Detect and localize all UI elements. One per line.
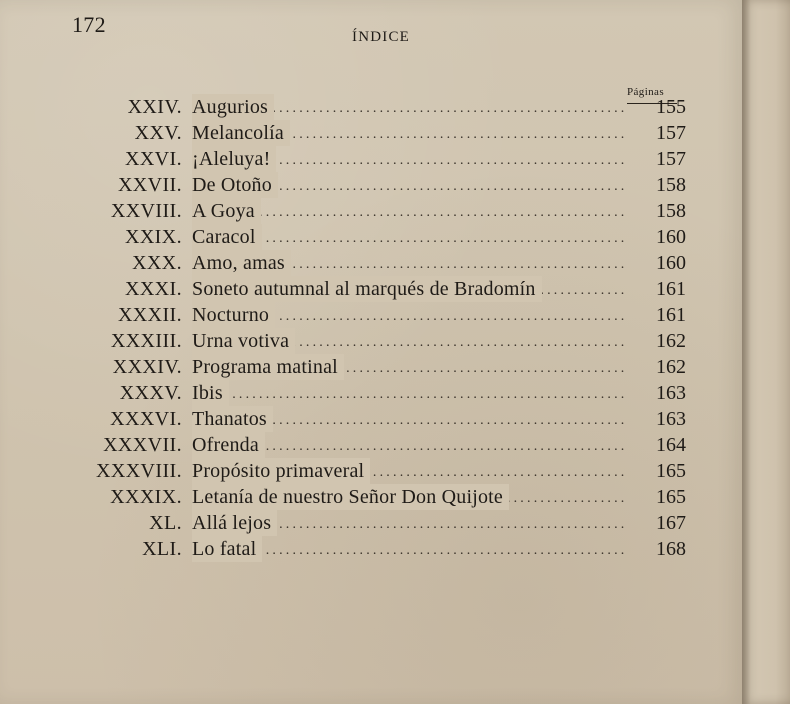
entry-numeral: XXIX. xyxy=(125,226,182,248)
toc-entry-xxxvi xyxy=(0,406,742,432)
toc-entry-xxxix xyxy=(0,484,742,510)
toc-entry-xxx xyxy=(0,250,742,276)
entry-page: 163 xyxy=(656,408,686,430)
next-page-edge xyxy=(742,0,790,704)
entry-page: 164 xyxy=(656,434,686,456)
toc-entry-xli xyxy=(0,536,742,562)
toc-entry-xxvi xyxy=(0,146,742,172)
toc-entry-xxxiii xyxy=(0,328,742,354)
entry-page: 163 xyxy=(656,382,686,404)
entry-numeral: XLI. xyxy=(142,538,182,560)
entry-numeral: XL. xyxy=(149,512,182,534)
entry-numeral: XXXIX. xyxy=(110,486,182,508)
toc-entry-xxxii xyxy=(0,302,742,328)
toc-entry-xxxviii xyxy=(0,458,742,484)
entry-page: 162 xyxy=(656,356,686,378)
entry-numeral: XXXIV. xyxy=(112,356,182,378)
entry-title: Letanía de nuestro Señor Don Quijote xyxy=(192,484,509,510)
entry-numeral: XXXVIII. xyxy=(96,460,182,482)
toc-entry-xl xyxy=(0,510,742,536)
entry-page: 160 xyxy=(656,252,686,274)
entry-page: 160 xyxy=(656,226,686,248)
toc-entry-xxix xyxy=(0,224,742,250)
pages-column-label: Páginas xyxy=(627,86,665,98)
entry-numeral: XXXVI. xyxy=(110,408,182,430)
entry-page: 168 xyxy=(656,538,686,560)
entry-title: Ofrenda xyxy=(192,432,265,458)
entry-numeral: XXXI. xyxy=(125,278,182,300)
entry-page: 158 xyxy=(656,174,686,196)
entry-title: Allá lejos xyxy=(192,510,277,536)
entry-title: Thanatos xyxy=(192,406,273,432)
leader-dots xyxy=(192,380,624,409)
entry-page: 157 xyxy=(656,122,686,144)
toc-entry-xxxvii xyxy=(0,432,742,458)
entry-title: ¡Aleluya! xyxy=(192,146,276,172)
entry-title: A Goya xyxy=(192,198,261,224)
table-of-contents xyxy=(0,94,742,562)
entry-page: 155 xyxy=(656,96,686,118)
entry-page: 157 xyxy=(656,148,686,170)
toc-entry-xxxv xyxy=(0,380,742,406)
entry-page: 161 xyxy=(656,278,686,300)
entry-title: Augurios xyxy=(192,94,274,120)
entry-title: Amo, amas xyxy=(192,250,291,276)
entry-numeral: XXVIII. xyxy=(110,200,182,222)
toc-entry-xxxi xyxy=(0,276,742,302)
entry-numeral: XXXIII. xyxy=(110,330,182,352)
toc-entry-xxviii xyxy=(0,198,742,224)
entry-page: 165 xyxy=(656,486,686,508)
entry-title: Urna votiva xyxy=(192,328,295,354)
page-title: ÍNDICE xyxy=(352,29,411,45)
entry-title: Soneto autumnal al marqués de Bradomín xyxy=(192,276,542,302)
page-number: 172 xyxy=(72,12,106,37)
entry-numeral: XXIV. xyxy=(127,96,182,118)
toc-entry-xxiv xyxy=(0,94,742,120)
toc-entry-xxxiv xyxy=(0,354,742,380)
entry-numeral: XXX. xyxy=(132,252,182,274)
entry-numeral: XXVI. xyxy=(125,148,182,170)
entry-numeral: XXVII. xyxy=(117,174,182,196)
entry-title: Programa matinal xyxy=(192,354,344,380)
entry-numeral: XXXV. xyxy=(119,382,182,404)
entry-title: Nocturno xyxy=(192,302,275,328)
entry-numeral: XXXII. xyxy=(117,304,182,326)
entry-numeral: XXXVII. xyxy=(103,434,182,456)
entry-page: 167 xyxy=(656,512,686,534)
entry-numeral: XXV. xyxy=(134,122,182,144)
entry-page: 161 xyxy=(656,304,686,326)
entry-page: 162 xyxy=(656,330,686,352)
toc-entry-xxvii xyxy=(0,172,742,198)
entry-title: Melancolía xyxy=(192,120,290,146)
entry-title: Caracol xyxy=(192,224,262,250)
entry-title: Ibis xyxy=(192,380,229,406)
entry-title: Lo fatal xyxy=(192,536,262,562)
toc-entry-xxv xyxy=(0,120,742,146)
entry-title: De Otoño xyxy=(192,172,278,198)
entry-title: Propósito primaveral xyxy=(192,458,370,484)
entry-page: 165 xyxy=(656,460,686,482)
entry-page: 158 xyxy=(656,200,686,222)
